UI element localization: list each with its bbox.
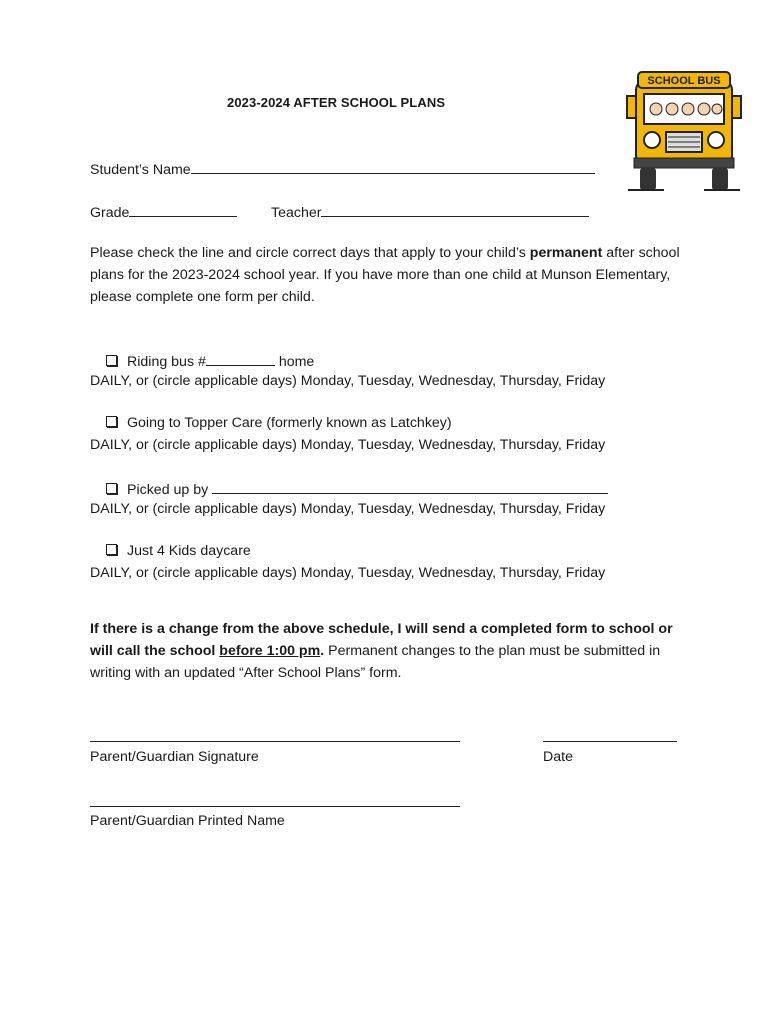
option-picked-up [106, 478, 608, 499]
riding-bus-checkbox[interactable] [106, 355, 117, 366]
option-label: Going to Topper Care (formerly known as Latchkey) [127, 415, 452, 431]
bus-number-field[interactable] [206, 350, 275, 366]
grade-field[interactable] [129, 201, 237, 217]
notice-bold-end: . [320, 643, 325, 659]
picked-up-by-field[interactable] [212, 478, 608, 494]
notice-rest: Permanent changes to the plan must be submitted in writing with an updated “After School Plans” form. [90, 643, 661, 681]
student-name-field[interactable] [191, 158, 595, 174]
bus-sign: SCHOOL BUS [647, 75, 721, 87]
option-days: DAILY, or (circle applicable days) Monday, Tuesday, Wednesday, Thursday, Friday [90, 565, 606, 581]
teacher-field[interactable] [321, 201, 589, 217]
printed-name-line[interactable] [90, 806, 460, 807]
instructions-paragraph [90, 242, 690, 308]
change-notice [90, 618, 690, 684]
instructions-rest: after school plans for the 2023-2024 school year. If you have more than one child at Munson Elementary, please complete one form per child. [90, 245, 680, 305]
option-days: DAILY, or (circle applicable days) Monday, Tuesday, Wednesday, Thursday, Friday [90, 437, 606, 453]
just-4-kids-checkbox[interactable] [106, 544, 117, 555]
student-name-row [90, 158, 595, 179]
notice-deadline: before 1:00 pm [219, 643, 321, 659]
notice-bold: If there is a change from the above schedule, I will send a completed form to school or will call the school [90, 621, 673, 659]
option-days: DAILY, or (circle applicable days) Monday, Tuesday, Wednesday, Thursday, Friday [90, 373, 606, 389]
option-riding-bus [106, 350, 314, 371]
option-label: Just 4 Kids daycare [127, 543, 251, 559]
option-topper-care [106, 414, 452, 432]
option-label-suffix: home [274, 354, 315, 370]
option-just-4-kids [106, 542, 251, 560]
date-label: Date [543, 749, 573, 765]
topper-care-checkbox[interactable] [106, 416, 117, 427]
signature-label: Parent/Guardian Signature [90, 749, 259, 765]
date-line[interactable] [543, 741, 677, 742]
instructions-emphasis: permanent [529, 245, 603, 261]
grade-row [90, 201, 237, 222]
option-label: Riding bus # [127, 354, 206, 370]
instructions-lead: Please check the line and circle correct days that apply to your child’s [90, 245, 530, 261]
option-days: DAILY, or (circle applicable days) Monday, Tuesday, Wednesday, Thursday, Friday [90, 501, 606, 517]
page-title: 2023-2024 AFTER SCHOOL PLANS [227, 95, 446, 110]
signature-line[interactable] [90, 741, 460, 742]
teacher-label: Teacher [271, 205, 322, 221]
teacher-row [271, 201, 589, 222]
picked-up-checkbox[interactable] [106, 483, 117, 494]
option-label: Picked up by [127, 482, 213, 498]
grade-label: Grade [90, 205, 130, 221]
printed-name-label: Parent/Guardian Printed Name [90, 813, 285, 829]
student-name-label: Student’s Name [90, 162, 191, 178]
school-bus-image [624, 66, 744, 194]
